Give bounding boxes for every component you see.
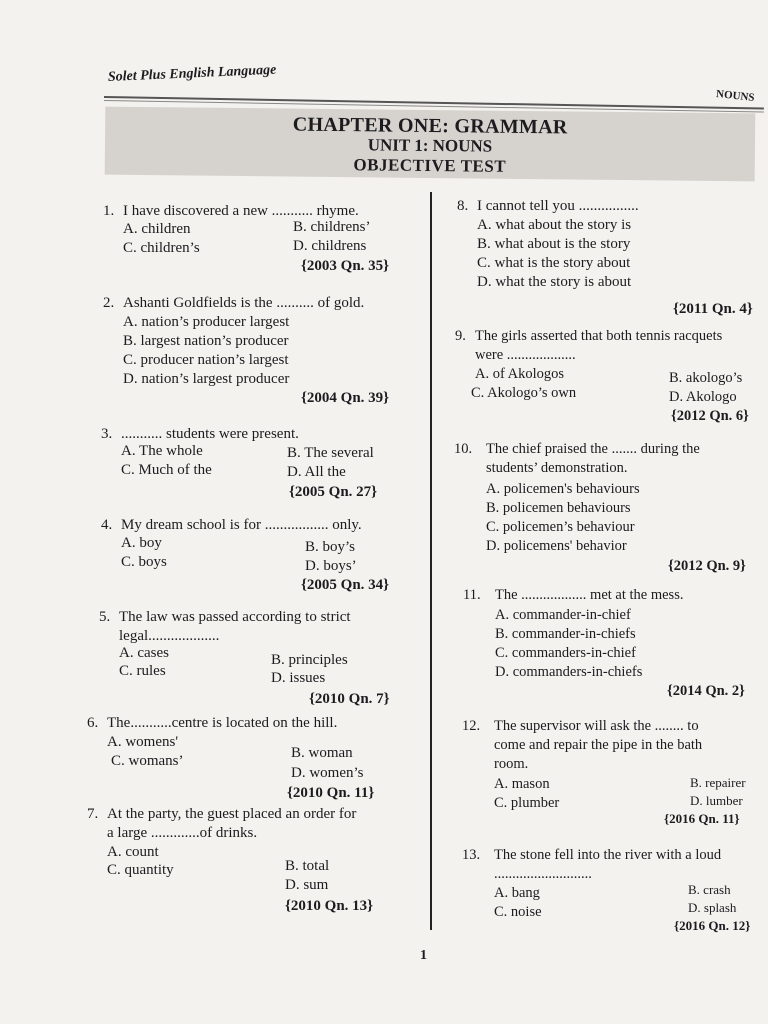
option-c: C. producer nation’s largest [123,352,289,368]
option-d: D. All the [287,464,346,480]
exam-reference: {2010 Qn. 13} [285,898,374,914]
option-c: C. boys [121,554,167,570]
question-9 [455,327,749,424]
exam-reference: {2005 Qn. 27} [289,484,378,500]
option-b: B. boy’s [305,539,356,555]
question-11 [463,586,745,699]
question-number: 2. [103,295,115,311]
option-d: D. commanders-in-chiefs [495,664,643,680]
option-b: B. policemen behaviours [486,500,631,516]
question-stem-line-2: come and repair the pipe in the bath [494,737,703,753]
question-4 [101,516,390,593]
exam-reference: {2016 Qn. 12} [674,918,751,933]
book-title: Solet Plus English Language [107,62,277,85]
test-title: OBJECTIVE TEST [353,155,507,176]
option-b: B. total [285,858,330,874]
exam-reference: {2012 Qn. 6} [671,408,749,424]
option-c: C. commanders-in-chief [495,645,636,661]
option-d: D. Akologo [669,389,737,405]
question-stem-line-2: students’ demonstration. [486,460,628,476]
option-b: B. akologo’s [669,370,743,386]
exam-reference: {2011 Qn. 4} [673,301,753,317]
question-number: 12. [462,718,481,734]
option-a: A. policemen's behaviours [486,481,640,497]
question-number: 10. [454,441,473,457]
chapter-title: CHAPTER ONE: GRAMMAR [292,113,568,139]
question-number: 6. [87,715,99,731]
option-c: C. policemen’s behaviour [486,519,635,535]
question-stem-line-3: room. [494,756,529,772]
question-13 [462,846,751,933]
option-d: D. boys’ [305,558,357,574]
question-stem: Ashanti Goldfields is the .......... of gold. [123,295,365,311]
question-stem: ........... students were present. [121,426,299,442]
question-number: 11. [463,587,481,603]
option-b: B. what about is the story [477,236,631,252]
option-a: A. children [123,221,191,237]
question-number: 13. [462,847,481,863]
column-divider [430,192,432,930]
option-c: C. quantity [107,862,174,878]
option-d: D. nation’s largest producer [123,371,290,387]
option-d: D. childrens [293,238,367,254]
title-banner [105,107,756,182]
option-c: C. what is the story about [477,255,631,271]
page-number: 1 [420,948,427,963]
option-c: C. womans’ [111,753,184,769]
question-stem: I have discovered a new ........... rhyme. [123,203,359,219]
question-number: 1. [103,203,115,219]
option-b: B. largest nation’s producer [123,333,289,349]
option-d: D. what the story is about [477,274,632,290]
option-d: D. lumber [690,793,743,808]
question-stem: The supervisor will ask the ........ to [494,718,699,734]
question-stem: My dream school is for ................. only. [121,517,362,533]
question-stem: The girls asserted that both tennis racquets [475,328,723,344]
question-number: 3. [101,426,113,442]
option-a: A. commander-in-chief [495,607,631,623]
question-stem: The law was passed according to strict [119,609,351,625]
question-7 [87,805,374,914]
option-a: A. boy [121,535,162,551]
unit-title: UNIT 1: NOUNS [367,135,493,156]
option-d: D. issues [271,670,326,686]
exam-reference: {2004 Qn. 39} [301,390,390,406]
question-stem-line-2: were ................... [475,347,576,363]
option-a: A. cases [119,645,169,661]
question-stem-line-2: ........................... [494,866,592,882]
question-stem: The...........centre is located on the hill. [107,715,338,731]
option-b: B. commander-in-chiefs [495,626,636,642]
option-d: D. splash [688,900,737,915]
question-5 [99,608,390,707]
exam-reference: {2016 Qn. 11} [664,811,740,826]
option-b: B. childrens’ [293,219,371,235]
question-number: 7. [87,806,99,822]
option-c: C. Akologo’s own [471,385,577,401]
option-a: A. The whole [121,443,203,459]
question-8 [457,197,753,317]
question-stem: At the party, the guest placed an order for [107,806,357,822]
option-d: D. sum [285,877,329,893]
question-12 [462,717,746,826]
option-c: C. noise [494,904,542,920]
question-number: 4. [101,517,113,533]
question-stem: The .................. met at the mess. [495,587,684,603]
exam-reference: {2010 Qn. 7} [309,691,390,707]
question-3 [101,425,378,500]
exam-reference: {2010 Qn. 11} [287,785,375,801]
option-c: C. Much of the [121,462,212,478]
exam-reference: {2014 Qn. 2} [667,683,745,699]
question-number: 9. [455,328,466,344]
question-stem: The chief praised the ....... during the [486,441,700,457]
option-a: A. mason [494,776,550,792]
option-a: A. bang [494,885,540,901]
option-a: A. of Akologos [475,366,565,382]
option-c: C. rules [119,663,166,679]
option-a: A. count [107,844,159,860]
option-c: C. children’s [123,240,200,256]
section-tag: NOUNS [715,88,756,104]
question-stem-line-2: a large .............of drinks. [107,825,258,841]
option-a: A. what about the story is [477,217,632,233]
question-6 [87,714,375,801]
question-10 [454,440,746,574]
question-number: 5. [99,609,111,625]
exam-reference: {2005 Qn. 34} [301,577,390,593]
exam-reference: {2012 Qn. 9} [668,558,746,574]
option-b: B. The several [287,445,374,461]
option-d: D. women’s [291,765,364,781]
question-1 [103,202,390,274]
option-b: B. repairer [690,775,746,790]
option-d: D. policemens' behavior [486,538,627,554]
exam-reference: {2003 Qn. 35} [301,258,390,274]
question-stem: I cannot tell you ................ [477,198,639,214]
option-b: B. principles [271,652,348,668]
option-b: B. crash [688,882,731,897]
option-a: A. womens' [107,734,179,750]
option-a: A. nation’s producer largest [123,314,290,330]
question-number: 8. [457,198,469,214]
question-stem-line-2: legal................... [119,628,220,644]
option-b: B. woman [291,745,353,761]
question-stem: The stone fell into the river with a loud [494,847,722,863]
question-2 [103,294,390,406]
option-c: C. plumber [494,795,560,811]
